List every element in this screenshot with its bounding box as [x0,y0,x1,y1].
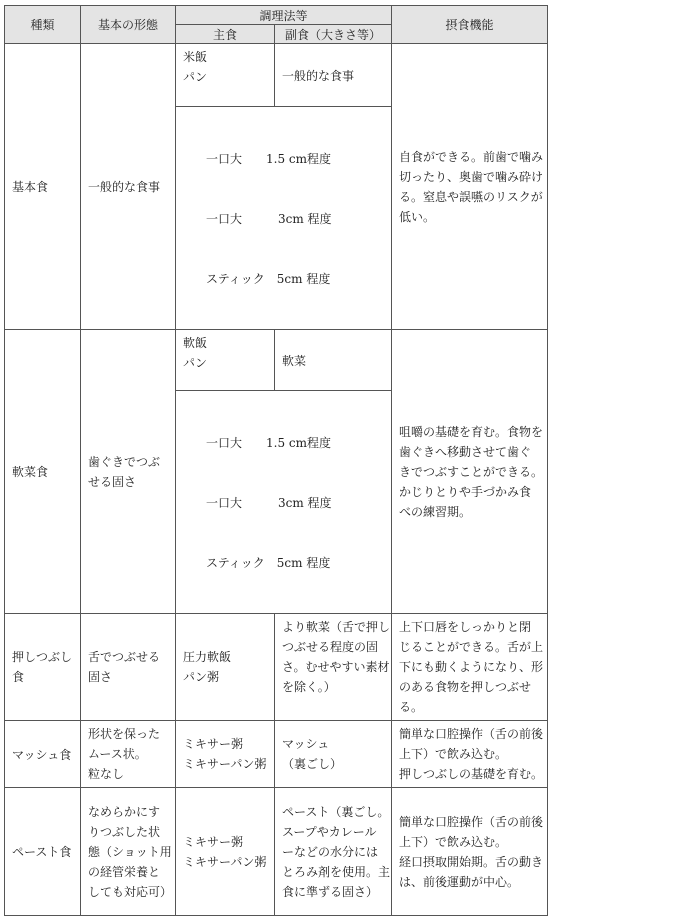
header-form: 基本の形態 [81,6,176,44]
header-type: 種類 [5,6,81,44]
paste-form: なめらかにす りつぶした状 態（ショット用 の経管栄養と しても対応可） [81,788,176,916]
soft-function: 咀嚼の基礎を育む。食物を 歯ぐきへ移動させて歯ぐ きでつぶすことができる。 かじりとりや手づかみ食 べの練習期。 [392,330,548,614]
basic-form: 一般的な食事 [81,44,176,330]
mash-form: 形状を保った ムース状。 粒なし [81,721,176,788]
basic-type: 基本食 [5,44,81,330]
basic-function: 自食ができる。前歯で噛み 切ったり、奥歯で噛み砕け る。窒息や誤嚥のリスクが 低い。 [392,44,548,330]
paste-side: ペースト（裏ごし。 スープやカレール ーなどの水分には とろみ剤を使用。主 食に準ずる固さ） [275,788,392,916]
soft-staple: 軟飯 パン [176,330,275,391]
mash-side: マッシュ （裏ごし） [275,721,392,788]
soft-sizes: 一口大 1.5 cm程度 一口大 3cm 程度 スティック 5cm 程度 [176,391,392,614]
header-cooking: 調理法等 [176,6,392,25]
paste-function: 簡単な口腔操作（舌の前後 上下）で飲み込む。 経口摂取開始期。舌の動き は、前後運動が中心。 [392,788,548,916]
texture-table [4,5,548,916]
soft-form: 歯ぐきでつぶ せる固さ [81,330,176,614]
header-function: 摂食機能 [392,6,548,44]
mash-function: 簡単な口腔操作（舌の前後 上下）で飲み込む。 押しつぶしの基礎を育む。 [392,721,548,788]
header-staple: 主食 [176,25,275,44]
crush-side: より軟菜（舌で押し つぶせる程度の固 さ。むせやすい素材 を除く。） [275,614,392,721]
mash-type: マッシュ食 [5,721,81,788]
basic-staple: 米飯 パン [176,44,275,107]
paste-staple: ミキサー粥 ミキサーパン粥 [176,788,275,916]
crush-type: 押しつぶし 食 [5,614,81,721]
basic-sizes: 一口大 1.5 cm程度 一口大 3cm 程度 スティック 5cm 程度 [176,107,392,330]
soft-type: 軟菜食 [5,330,81,614]
soft-side: 軟菜 [275,330,392,391]
crush-function: 上下口唇をしっかりと閉 じることができる。舌が上 下にも動くようになり、形 のある食物を押しつぶせ る。 [392,614,548,721]
mash-staple: ミキサー粥 ミキサーパン粥 [176,721,275,788]
header-side: 副食（大きさ等） [275,25,392,44]
crush-form: 舌でつぶせる 固さ [81,614,176,721]
crush-staple: 圧力軟飯 パン粥 [176,614,275,721]
basic-side: 一般的な食事 [275,44,392,107]
paste-type: ペースト食 [5,788,81,916]
